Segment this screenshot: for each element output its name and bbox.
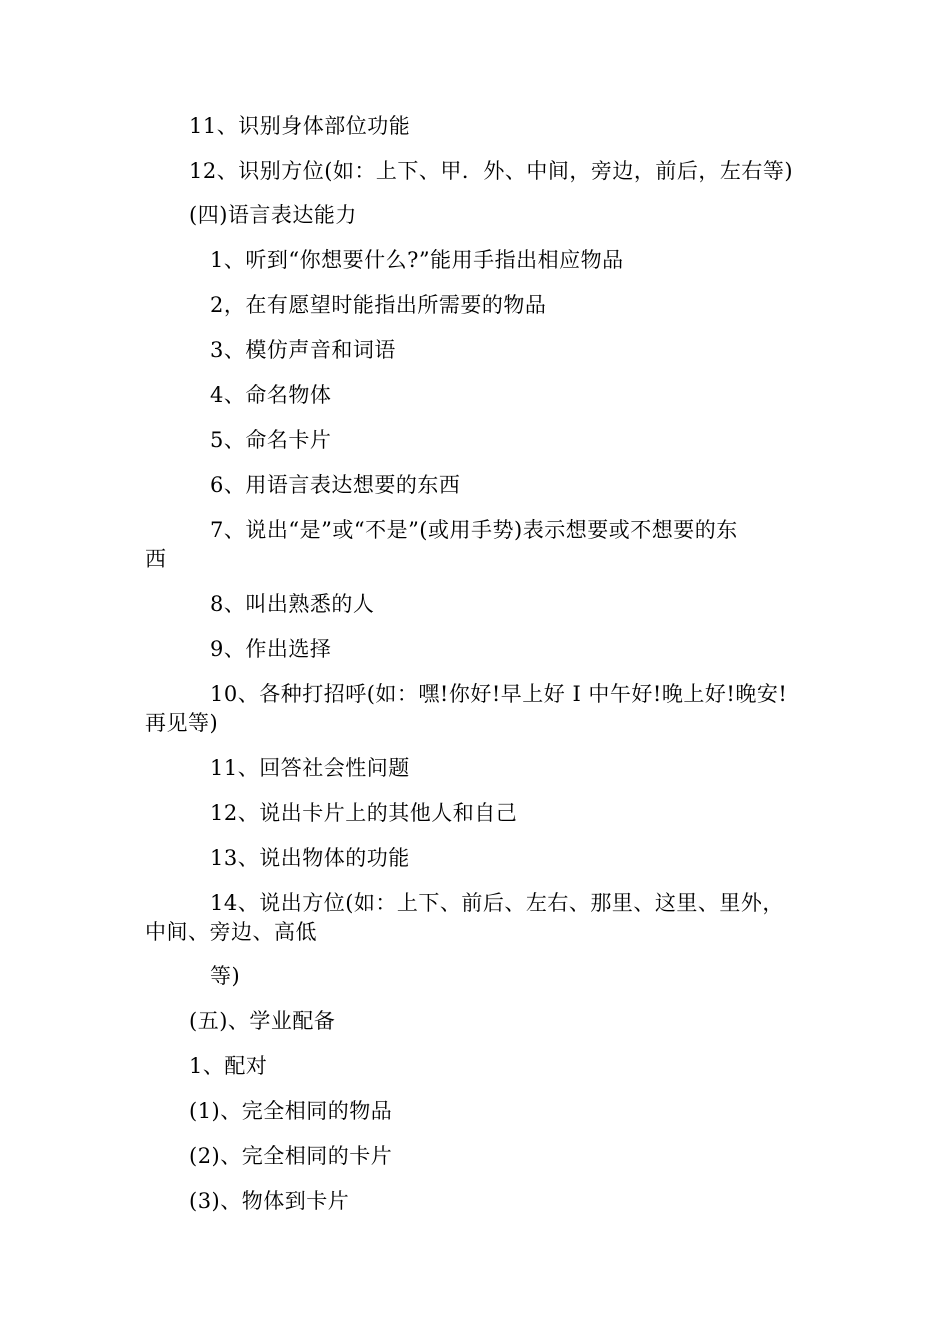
text-line-continuation: 西: [145, 547, 167, 571]
text-line: 14、说出方位(如：上下、前后、左右、那里、这里、里外，: [210, 891, 784, 915]
text-line: 12、识别方位(如：上下、甲．外、中间，旁边，前后，左右等): [189, 159, 794, 183]
text-line-continuation: 再见等): [145, 711, 219, 735]
text-line: (3)、物体到卡片: [189, 1189, 350, 1213]
text-line: 3、模仿声音和词语: [210, 338, 396, 362]
text-line: 7、说出“是”或“不是”(或用手势)表示想要或不想要的东: [210, 518, 738, 542]
text-line: 11、识别身体部位功能: [189, 114, 411, 138]
section-heading: (五)、学业配备: [189, 1009, 336, 1033]
section-heading: (四)语言表达能力: [189, 203, 357, 227]
text-line: (1)、完全相同的物品: [189, 1099, 393, 1123]
text-line: 11、回答社会性问题: [210, 756, 410, 780]
text-line: 4、命名物体: [210, 383, 332, 407]
text-line: 8、叫出熟悉的人: [210, 592, 375, 616]
text-line: 9、作出选择: [210, 637, 332, 661]
text-line: 13、说出物体的功能: [210, 846, 410, 870]
text-line: (2)、完全相同的卡片: [189, 1144, 393, 1168]
text-line: 12、说出卡片上的其他人和自己: [210, 801, 518, 825]
text-line: 2，在有愿望时能指出所需要的物品: [210, 293, 547, 317]
text-line: 1、配对: [189, 1054, 268, 1078]
text-line: 5、命名卡片: [210, 428, 332, 452]
text-line: 10、各种打招呼(如：嘿!你好!早上好 I 中午好!晚上好!晚安!: [210, 682, 788, 706]
text-line: 1、听到“你想要什么?”能用手指出相应物品: [210, 248, 624, 272]
text-line-continuation: 中间、旁边、高低: [145, 920, 317, 944]
text-line-continuation: 等): [210, 964, 241, 988]
text-line: 6、用语言表达想要的东西: [210, 473, 461, 497]
